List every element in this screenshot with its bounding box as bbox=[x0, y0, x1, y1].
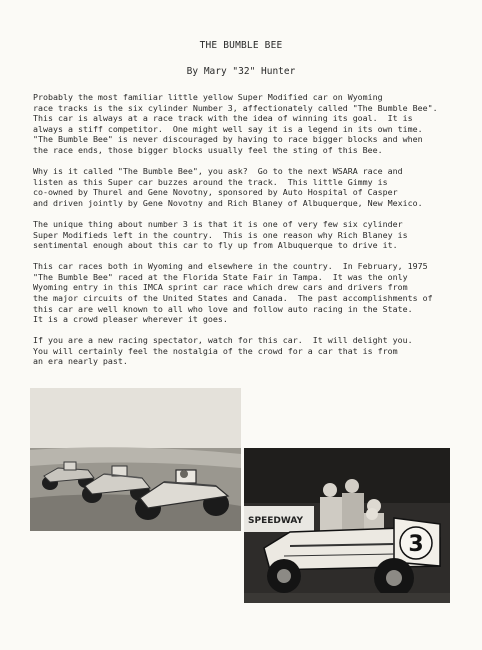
paragraph-line: "The Bumble Bee" raced at the Florida State Fair in Tampa. It was the only bbox=[33, 271, 408, 282]
paragraph-line: an era nearly past. bbox=[33, 356, 128, 367]
paragraph-line: Why is it called "The Bumble Bee", you ask? Go to the next WSARA race and bbox=[33, 166, 403, 177]
speedway-banner-text: SPEEDWAY bbox=[248, 516, 303, 526]
paragraph-line: Wyoming entry in this IMCA sprint car race which drew cars and drivers from bbox=[33, 282, 408, 293]
bumble-bee-car-photo bbox=[244, 448, 450, 603]
paragraph-line: Probably the most familiar little yellow Super Modified car on Wyoming bbox=[33, 92, 383, 102]
paragraph-line: This car races both in Wyoming and elsewhere in the country. In February, 1975 bbox=[33, 261, 428, 272]
paragraph-line: listen as this Super car buzzes around the track. This little Gimmy is bbox=[33, 176, 388, 187]
paragraph-line: This car is always at a race track with the idea of winning its goal. It is bbox=[33, 113, 413, 124]
paragraph-line: and driven jointly by Gene Novotny and Rich Blaney of Albuquerque, New Mexico. bbox=[33, 197, 423, 208]
article-byline: By Mary "32" Hunter bbox=[186, 66, 296, 77]
article-title: THE BUMBLE BEE bbox=[199, 40, 283, 51]
race-cars-photo bbox=[30, 388, 241, 531]
paragraph-line: co-owned by Thurel and Gene Novotny, sponsored by Auto Hospital of Casper bbox=[33, 187, 398, 198]
article-paragraph bbox=[33, 92, 458, 156]
paragraph-line: Super Modifieds left in the country. This is one reason why Rich Blaney is bbox=[33, 229, 408, 240]
paragraph-line: this car are well known to all who love and follow auto racing in the State. bbox=[33, 303, 413, 314]
paragraph-line: the race ends, those bigger blocks usually feel the sting of this Bee. bbox=[33, 144, 383, 155]
paragraph-line: always a stiff competitor. One might well say it is a legend in its own time. bbox=[33, 123, 423, 134]
paragraph-line: race tracks is the six cylinder Number 3, affectionately called "The Bumble Bee". bbox=[33, 102, 438, 113]
paragraph-line: If you are a new racing spectator, watch for this car. It will delight you. bbox=[33, 335, 413, 346]
article-paragraph bbox=[33, 261, 458, 325]
article-paragraph bbox=[33, 219, 458, 251]
article-paragraph bbox=[33, 335, 458, 367]
car-number: 3 bbox=[408, 532, 424, 557]
article-body bbox=[33, 92, 458, 378]
article-paragraph bbox=[33, 166, 458, 208]
paragraph-line: The unique thing about number 3 is that it is one of very few six cylinder bbox=[33, 218, 403, 229]
paragraph-line: You will certainly feel the nostalgia of the crowd for a car that is from bbox=[33, 345, 398, 356]
paragraph-line: "The Bumble Bee" is never discouraged by having to race bigger blocks and when bbox=[33, 134, 423, 145]
paragraph-line: the major circuits of the United States and Canada. The past accomplishments of bbox=[33, 293, 433, 303]
paragraph-line: It is a crowd pleaser wherever it goes. bbox=[33, 314, 228, 325]
paragraph-line: sentimental enough about this car to fly up from Albuquerque to drive it. bbox=[33, 240, 398, 251]
